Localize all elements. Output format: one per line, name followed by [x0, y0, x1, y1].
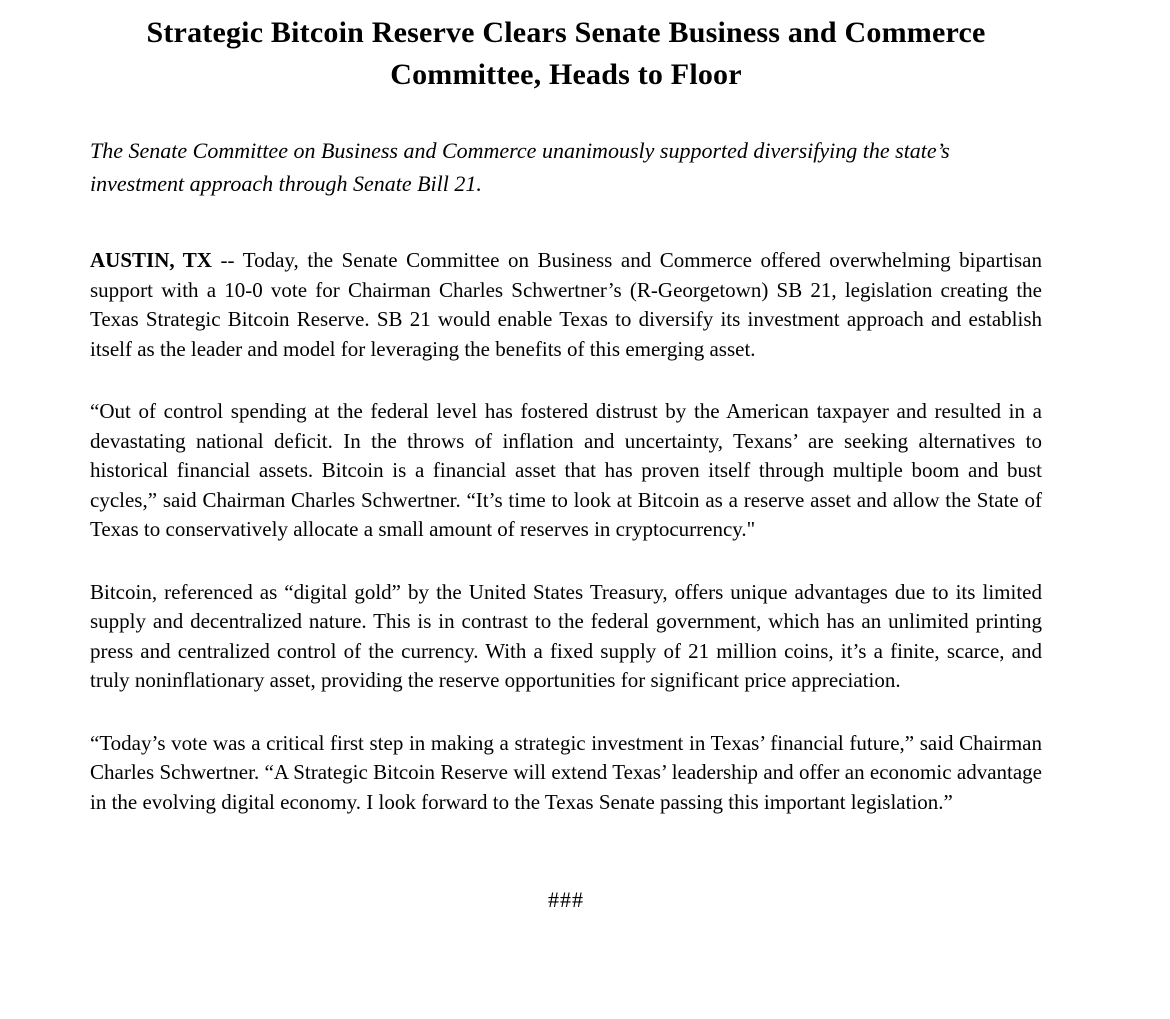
end-mark: ### [548, 887, 584, 912]
paragraph-dateline-text: -- Today, the Senate Committee on Business and Commerce offered overwhelming bipartisan support with a 10-0 vote for Chairman Charles Schwertner’s (R-Georgetown) SB 21, legislation creating the Texas Strategic Bitcoin Reserve. SB 21 would enable Texas to diversify its investment approach and establish itself as the leader and model for leveraging the benefits of this emerging asset. [90, 248, 1042, 361]
document-subtitle: The Senate Committee on Business and Commerce unanimously supported diversifying the state’s investment approach through Senate Bill 21. [90, 138, 950, 196]
paragraph-quote-spending: “Out of control spending at the federal level has fostered distrust by the American taxpayer and resulted in a devastating national deficit. In the throws of inflation and uncertainty, Texans’ are seeking alternatives to historical financial assets. Bitcoin is a financial asset that has proven itself through multiple boom and bust cycles,” said Chairman Charles Schwertner. “It’s time to look at Bitcoin as a reserve asset and allow the State of Texas to conservatively allocate a small amount of reserves in cryptocurrency." [90, 399, 1042, 541]
document-title: Strategic Bitcoin Reserve Clears Senate Business and Commerce Committee, Heads to Floor [146, 16, 986, 91]
paragraph-dateline [90, 246, 1042, 364]
dateline-label: AUSTIN, TX [90, 248, 212, 272]
paragraph-digital-gold: Bitcoin, referenced as “digital gold” by the United States Treasury, offers unique advantages due to its limited supply and decentralized nature. This is in contrast to the federal government, which has an unlimited printing press and centralized control of the currency. With a fixed supply of 21 million coins, it’s a finite, scarce, and truly noninflationary asset, providing the reserve opportunities for significant price appreciation. [90, 579, 1042, 692]
paragraph-quote-todays-vote: “Today’s vote was a critical first step in making a strategic investment in Texas’ financial future,” said Chairman Charles Schwertner. “A Strategic Bitcoin Reserve will extend Texas’ leadership and offer an economic advantage in the evolving digital economy. I look forward to the Texas Senate passing this important legislation.” [90, 730, 1042, 814]
